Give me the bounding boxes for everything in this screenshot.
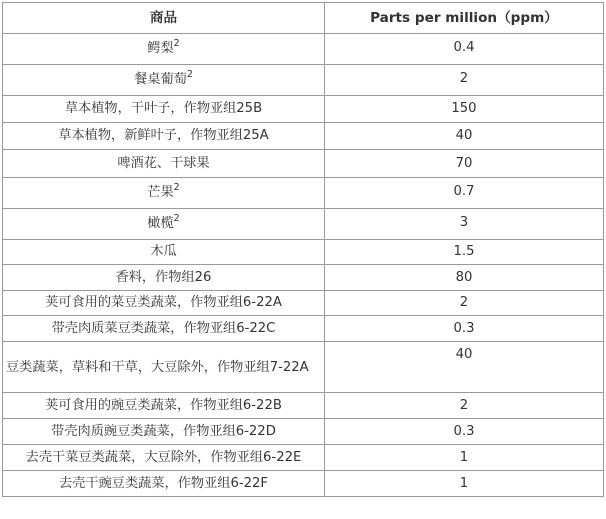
product-name: 带壳肉质菜豆类蔬菜，作物亚组6-22C — [51, 320, 276, 336]
ppm-value: 80 — [325, 265, 604, 291]
header-product: 商品 — [3, 3, 325, 34]
product-name: 餐桌葡萄 — [134, 72, 187, 87]
product-name: 橄榄 — [147, 216, 174, 231]
ppm-value: 3 — [325, 209, 604, 240]
table-row — [3, 34, 604, 65]
table-row — [3, 445, 604, 471]
footnote-marker: 2 — [186, 68, 193, 80]
table-row — [3, 316, 604, 342]
ppm-value: 70 — [325, 150, 604, 178]
product-name: 芒果 — [147, 185, 174, 200]
table-row — [3, 123, 604, 150]
product-cell — [3, 209, 325, 240]
ppm-value: 0.3 — [325, 316, 604, 342]
product-name: 去壳干豌豆类蔬菜，作物亚组6-22F — [59, 475, 268, 491]
ppm-value: 40 — [325, 123, 604, 150]
product-name: 草本植物，干叶子，作物亚组25B — [64, 101, 263, 116]
table-row — [3, 471, 604, 497]
product-cell — [3, 65, 325, 96]
product-name: 鳄梨 — [147, 41, 174, 56]
ppm-value: 2 — [325, 291, 604, 316]
ppm-value: 1 — [325, 445, 604, 471]
header-row — [3, 3, 604, 34]
product-cell — [3, 265, 325, 291]
product-name: 荚可食用的豌豆类蔬菜，作物亚组6-22B — [45, 397, 282, 413]
product-cell — [3, 178, 325, 209]
ppm-value: 1 — [325, 471, 604, 497]
product-name: 带壳肉质豌豆类蔬菜，作物亚组6-22D — [51, 423, 276, 439]
table-row — [3, 209, 604, 240]
ppm-value: 0.4 — [325, 34, 604, 65]
table-row — [3, 265, 604, 291]
product-cell — [3, 393, 325, 419]
ppm-value: 0.7 — [325, 178, 604, 209]
table-row — [3, 419, 604, 445]
table-row — [3, 65, 604, 96]
table-row — [3, 240, 604, 265]
product-name: 荚可食用的菜豆类蔬菜，作物亚组6-22A — [45, 295, 282, 310]
product-name: 啤酒花、干球果 — [117, 155, 210, 171]
header-ppm: Parts per million（ppm） — [325, 3, 604, 34]
tolerance-table — [2, 2, 604, 497]
table-row — [3, 342, 604, 393]
footnote-marker: 2 — [173, 212, 180, 224]
ppm-value: 0.3 — [325, 419, 604, 445]
product-name: 草本植物，新鲜叶子，作物亚组25A — [58, 128, 269, 143]
footnote-marker: 2 — [173, 37, 180, 49]
product-name: 香料，作物组26 — [115, 269, 212, 285]
product-cell — [3, 240, 325, 265]
ppm-value: 2 — [325, 65, 604, 96]
table-row — [3, 393, 604, 419]
footnote-marker: 2 — [173, 181, 180, 193]
product-cell — [3, 123, 325, 150]
table-row — [3, 291, 604, 316]
table-body — [3, 34, 604, 497]
product-cell — [3, 445, 325, 471]
product-cell — [3, 419, 325, 445]
ppm-value: 2 — [325, 393, 604, 419]
table-row — [3, 150, 604, 178]
table-row — [3, 96, 604, 123]
product-cell — [3, 96, 325, 123]
table-header — [3, 3, 604, 34]
product-cell — [3, 471, 325, 497]
ppm-value: 150 — [325, 96, 604, 123]
ppm-value: 40 — [325, 342, 604, 393]
product-name: 去壳干菜豆类蔬菜，大豆除外，作物亚组6-22E — [25, 449, 302, 465]
product-name: 豆类蔬菜，草料和干草，大豆除外，作物亚组7-22A — [6, 359, 309, 375]
product-cell — [3, 34, 325, 65]
product-cell — [3, 150, 325, 178]
product-cell — [3, 291, 325, 316]
table-row — [3, 178, 604, 209]
product-name: 木瓜 — [150, 244, 177, 259]
product-cell — [3, 316, 325, 342]
ppm-value: 1.5 — [325, 240, 604, 265]
product-cell — [3, 342, 325, 393]
